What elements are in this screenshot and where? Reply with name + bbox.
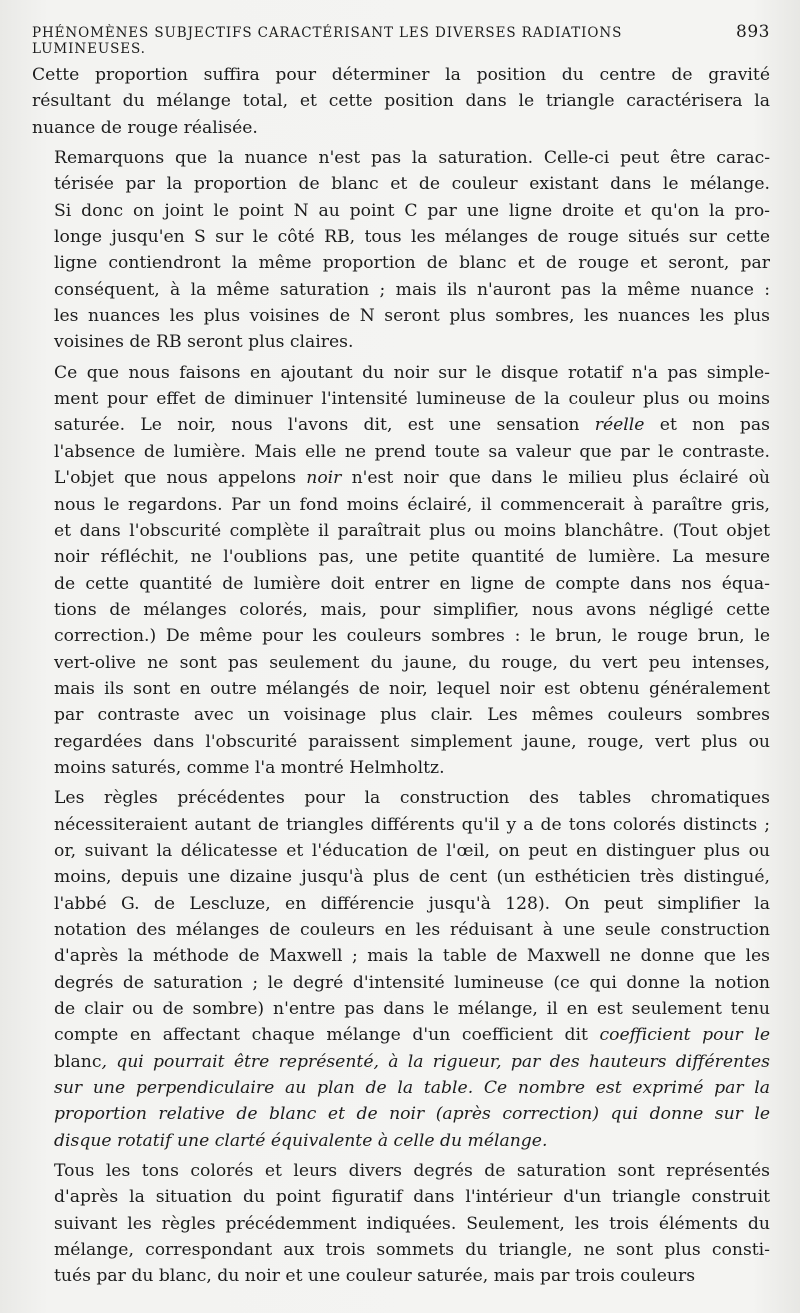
text-line: mais ils sont en outre mélangés de noir, lequel noir est obtenu généralement bbox=[54, 678, 770, 699]
page-number: 893 bbox=[736, 22, 770, 42]
text-line: de clair ou de sombre) n'entre pas dans le mélange, il en est seulement tenu bbox=[54, 999, 770, 1020]
text-line: par contraste avec un voisinage plus clair. Les mêmes couleurs sombres bbox=[54, 705, 770, 726]
text-line: or, suivant la délicatesse et l'éducation de l'œil, on peut en distinguer plus ou bbox=[54, 840, 770, 861]
text-line: Si donc on joint le point N au point C par une ligne droite et qu'on la pro- bbox=[54, 200, 770, 221]
text-line: résultant du mélange total, et cette position dans le triangle caractérisera la bbox=[32, 91, 770, 112]
text-line: conséquent, à la même saturation ; mais ils n'auront pas la même nuance : bbox=[54, 279, 770, 300]
running-title: PHÉNOMÈNES SUBJECTIFS CARACTÉRISANT LES DIVERSES RADIATIONS LUMINEUSES. bbox=[32, 25, 623, 57]
text-line: moins saturés, comme l'a montré Helmholtz. bbox=[54, 757, 445, 778]
text-line: saturée. Le noir, nous l'avons dit, est une sensation réelle et non pas bbox=[54, 415, 770, 436]
text-line: disque rotatif une clarté équivalente à celle du mélange. bbox=[54, 1130, 548, 1151]
text-line: les nuances les plus voisines de N seront plus sombres, les nuances les plus bbox=[54, 306, 770, 327]
text-line: noir réfléchit, ne l'oublions pas, une petite quantité de lumière. La mesure bbox=[54, 547, 770, 568]
text-line: d'après la situation du point figuratif dans l'intérieur d'un triangle construit bbox=[54, 1187, 770, 1208]
text-line: de cette quantité de lumière doit entrer en ligne de compte dans nos équa- bbox=[54, 573, 770, 594]
text-line: sur une perpendiculaire au plan de la table. Ce nombre est exprimé par la bbox=[54, 1078, 770, 1099]
text-line: d'après la méthode de Maxwell ; mais la table de Maxwell ne donne que les bbox=[54, 946, 770, 967]
text-line: térisée par la proportion de blanc et de couleur existant dans le mélange. bbox=[54, 174, 770, 195]
body-text bbox=[32, 62, 770, 1290]
text-line: blanc, qui pourrait être représenté, à la rigueur, par des hauteurs différentes bbox=[54, 1051, 770, 1072]
paragraph bbox=[32, 785, 770, 1154]
text-line: nous le regardons. Par un fond moins éclairé, il commencerait à paraître gris, bbox=[54, 494, 770, 515]
paragraph bbox=[32, 62, 770, 141]
text-line: l'absence de lumière. Mais elle ne prend toute sa valeur que par le contraste. bbox=[54, 441, 770, 462]
text-line: suivant les règles précédemment indiquées. Seulement, les trois éléments du bbox=[54, 1213, 770, 1234]
paragraph bbox=[32, 1158, 770, 1290]
text-line: tions de mélanges colorés, mais, pour simplifier, nous avons négligé cette bbox=[54, 599, 770, 620]
text-line: Ce que nous faisons en ajoutant du noir sur le disque rotatif n'a pas simple- bbox=[54, 362, 770, 383]
text-line: Cette proportion suffira pour déterminer la position du centre de gravité bbox=[32, 65, 770, 85]
text-line: Remarquons que la nuance n'est pas la saturation. Celle-ci peut être carac- bbox=[54, 148, 770, 169]
text-line: vert-olive ne sont pas seulement du jaune, du rouge, du vert peu intenses, bbox=[54, 652, 770, 673]
text-line: moins, depuis une dizaine jusqu'à plus de cent (un esthéticien très distingué, bbox=[54, 867, 770, 888]
text-line: L'objet que nous appelons noir n'est noir que dans le milieu plus éclairé où bbox=[54, 468, 770, 489]
text-line: ligne contiendront la même proportion de blanc et de rouge et seront, par bbox=[54, 253, 770, 274]
text-line: compte en affectant chaque mélange d'un coefficient dit coefficient pour le bbox=[54, 1025, 770, 1046]
text-line: Tous les tons colorés et leurs divers degrés de saturation sont représentés bbox=[54, 1161, 770, 1182]
text-line: l'abbé G. de Lescluze, en différencie jusqu'à 128). On peut simplifier la bbox=[54, 893, 770, 914]
text-line: degrés de saturation ; le degré d'intensité lumineuse (ce qui donne la notion bbox=[54, 972, 770, 993]
text-line: mélange, correspondant aux trois sommets du triangle, ne sont plus consti- bbox=[54, 1240, 770, 1261]
text-line: ment pour effet de diminuer l'intensité lumineuse de la couleur plus ou moins bbox=[54, 389, 770, 410]
text-line: Les règles précédentes pour la construction des tables chromatiques bbox=[54, 788, 770, 809]
text-line: tués par du blanc, du noir et une couleur saturée, mais par trois couleurs bbox=[54, 1266, 696, 1287]
text-line: nuance de rouge réalisée. bbox=[32, 117, 258, 138]
text-line: voisines de RB seront plus claires. bbox=[54, 332, 354, 353]
text-line: longe jusqu'en S sur le côté RB, tous les mélanges de rouge situés sur cette bbox=[54, 227, 770, 248]
text-line: nécessiteraient autant de triangles différents qu'il y a de tons colorés distincts ; bbox=[54, 814, 770, 835]
text-line: notation des mélanges de couleurs en les réduisant à une seule construction bbox=[54, 920, 770, 940]
text-line: et dans l'obscurité complète il paraîtrait plus ou moins blanchâtre. (Tout objet bbox=[54, 520, 770, 541]
text-line: regardées dans l'obscurité paraissent simplement jaune, rouge, vert plus ou bbox=[54, 731, 770, 752]
paragraph bbox=[32, 145, 770, 356]
running-head bbox=[32, 22, 770, 62]
text-line: proportion relative de blanc et de noir (après correction) qui donne sur le bbox=[54, 1104, 770, 1125]
text-line: correction.) De même pour les couleurs sombres : le brun, le rouge brun, le bbox=[54, 626, 770, 647]
paragraph bbox=[32, 360, 770, 782]
